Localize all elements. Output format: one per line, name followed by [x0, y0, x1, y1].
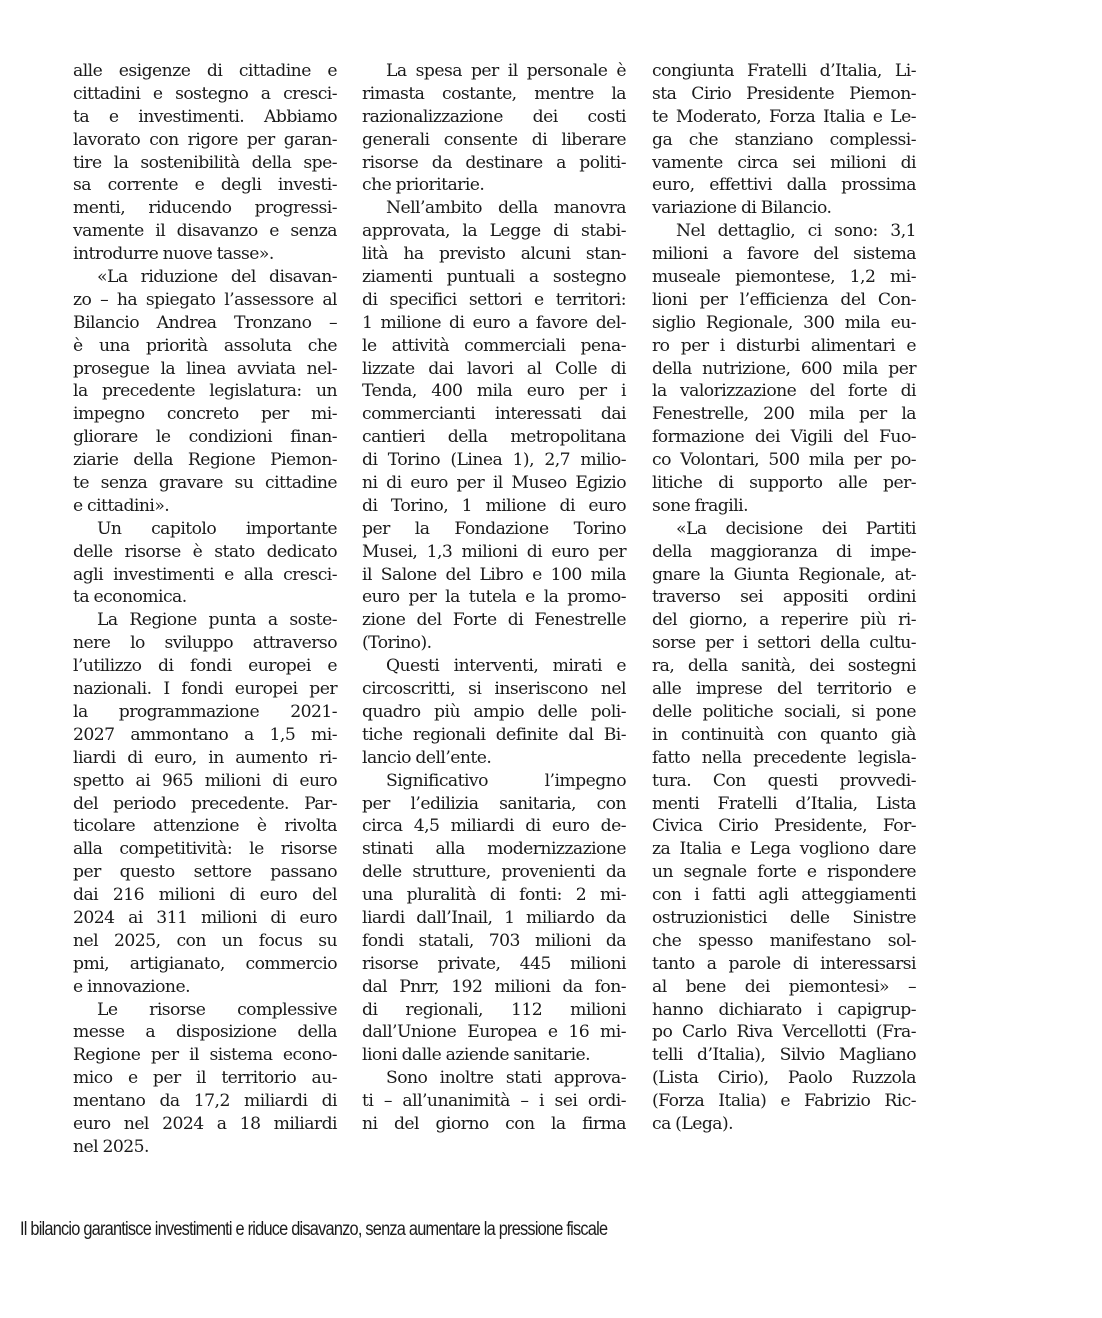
- text-line: lavorato con rigore per garan-: [73, 129, 337, 150]
- text-line: euro, effettivi dalla prossima: [652, 175, 916, 196]
- text-line: per l’edilizia sanitaria, con: [362, 793, 626, 814]
- text-line: fatto nella precedente legisla-: [652, 747, 916, 768]
- text-line: ra, della sanità, dei sostegni: [652, 656, 916, 677]
- text-line: l’utilizzo di fondi europei e: [73, 656, 337, 677]
- text-line: museale piemontese, 1,2 mi-: [652, 267, 916, 288]
- text-line: di regionali, 112 milioni: [362, 999, 626, 1020]
- text-line: delle politiche sociali, si pone: [652, 701, 916, 722]
- text-line: cantieri della metropolitana: [362, 427, 626, 448]
- text-line: nel 2025.: [73, 1136, 149, 1157]
- text-line: La spesa per il personale è: [386, 61, 626, 81]
- text-line: risorse private, 445 milioni: [362, 953, 626, 974]
- text-line: ta economica.: [73, 587, 187, 608]
- text-line: di specifici settori e territori:: [362, 289, 626, 310]
- text-line: di Torino (Linea 1), 2,7 milio-: [362, 450, 626, 471]
- text-line: in continuità con quanto già: [652, 724, 916, 745]
- text-line: la programmazione 2021-: [73, 701, 337, 722]
- text-line: impegno concreto per mi-: [73, 404, 337, 425]
- text-line: il Salone del Libro e 100 mila: [362, 564, 626, 585]
- text-line: milioni a favore del sistema: [652, 244, 916, 265]
- text-line: te Moderato, Forza Italia e Le-: [652, 106, 916, 127]
- text-line: spetto ai 965 milioni di euro: [73, 770, 337, 791]
- text-line: al bene dei piemontesi» –: [652, 976, 916, 997]
- text-line: razionalizzazione dei costi: [362, 106, 626, 127]
- text-line: nazionali. I fondi europei per: [73, 679, 337, 700]
- text-line: Un capitolo importante: [97, 518, 337, 539]
- paragraph: [362, 197, 626, 655]
- text-line: zione del Forte di Fenestrelle: [362, 610, 626, 631]
- paragraph: [652, 518, 916, 1136]
- text-line: pmi, artigianato, commercio: [73, 953, 337, 974]
- text-line: euro nel 2024 a 18 miliardi: [73, 1113, 337, 1134]
- text-line: formazione dei Vigili del Fuo-: [652, 427, 916, 448]
- text-line: menti Fratelli d’Italia, Lista: [652, 793, 916, 814]
- text-line: te senza gravare su cittadine: [73, 473, 337, 494]
- text-line: po Carlo Riva Vercellotti (Fra-: [652, 1022, 916, 1043]
- text-line: nel 2025, con un focus su: [73, 930, 337, 951]
- text-line: prosegue la linea avviata nel-: [73, 358, 337, 379]
- text-line: ni del giorno con la firma: [362, 1113, 626, 1134]
- text-line: telli d’Italia), Silvio Magliano: [652, 1045, 916, 1066]
- text-line: hanno dichiarato i capigrup-: [652, 999, 916, 1020]
- text-line: liardi di euro, in aumento ri-: [73, 747, 337, 768]
- text-line: tura. Con questi provvedi-: [652, 770, 916, 791]
- paragraph: [362, 1067, 626, 1136]
- text-line: (Lista Cirio), Paolo Ruzzola: [652, 1068, 916, 1089]
- paragraph: [652, 220, 916, 518]
- text-line: 1 milione di euro a favore del-: [362, 312, 626, 333]
- text-line: è una priorità assoluta che: [73, 335, 337, 356]
- text-line: ostruzionistici delle Sinistre: [652, 907, 916, 928]
- paragraph: [73, 60, 337, 266]
- text-line: 2024 ai 311 milioni di euro: [73, 907, 337, 928]
- text-line: che prioritarie.: [362, 175, 485, 196]
- text-line: tiche regionali definite dal Bi-: [362, 724, 626, 745]
- text-line: liardi dall’Inail, 1 miliardo da: [362, 907, 626, 928]
- text-line: mentano da 17,2 miliardi di: [73, 1091, 337, 1112]
- text-line: Nell’ambito della manovra: [386, 198, 626, 219]
- text-line: alla competitività: le risorse: [73, 839, 337, 860]
- paragraph: [362, 770, 626, 1068]
- text-line: agli investimenti e alla cresci-: [73, 564, 337, 585]
- text-line: «La riduzione del disavan-: [97, 267, 337, 288]
- text-line: menti, riducendo progressi-: [73, 198, 337, 219]
- text-line: e cittadini».: [73, 495, 170, 516]
- text-line: ca (Lega).: [652, 1113, 734, 1134]
- text-line: stinati alla modernizzazione: [362, 839, 626, 860]
- text-line: ticolare attenzione è rivolta: [73, 816, 337, 837]
- text-line: ta e investimenti. Abbiamo: [73, 106, 337, 127]
- text-line: Bilancio Andrea Tronzano –: [73, 312, 337, 333]
- text-line: Sono inoltre stati approva-: [386, 1068, 626, 1089]
- text-line: circoscritti, si inseriscono nel: [362, 679, 626, 700]
- text-line: per la Fondazione Torino: [362, 518, 626, 539]
- text-line: circa 4,5 miliardi di euro de-: [362, 816, 626, 837]
- text-line: Fenestrelle, 200 mila per la: [652, 404, 916, 425]
- text-line: del giorno, a reperire più ri-: [652, 610, 916, 631]
- text-line: un segnale forte e rispondere: [652, 862, 916, 883]
- text-line: di Torino, 1 milione di euro: [362, 495, 626, 516]
- text-line: dai 216 milioni di euro del: [73, 885, 337, 906]
- text-line: introdurre nuove tasse».: [73, 244, 274, 265]
- paragraph: [73, 609, 337, 998]
- text-line: cittadini e sostegno a cresci-: [73, 83, 337, 104]
- text-line: Regione per il sistema econo-: [73, 1045, 337, 1066]
- paragraph: [73, 266, 337, 518]
- text-line: della nutrizione, 600 mila per: [652, 358, 916, 379]
- text-line: che spesso manifestano sol-: [652, 930, 916, 951]
- text-line: gnare la Giunta Regionale, at-: [652, 564, 916, 585]
- text-line: rimasta costante, mentre la: [362, 83, 626, 104]
- text-line: Questi interventi, mirati e: [386, 656, 626, 677]
- text-line: Musei, 1,3 milioni di euro per: [362, 541, 626, 562]
- text-line: della maggioranza di impe-: [652, 541, 916, 562]
- text-line: messe a disposizione della: [73, 1022, 337, 1043]
- text-line: vamente il disavanzo e senza: [73, 221, 337, 242]
- article-caption: Il bilancio garantisce investimenti e riduce disavanzo, senza aumentare la pressione fiscale: [20, 1219, 608, 1240]
- text-line: dal Pnrr, 192 milioni da fon-: [362, 976, 626, 997]
- article-column-2: [362, 60, 626, 1136]
- text-line: gliorare le condizioni finan-: [73, 427, 337, 448]
- text-line: una pluralità di fonti: 2 mi-: [362, 885, 626, 906]
- text-line: Civica Cirio Presidente, For-: [652, 816, 916, 837]
- text-line: euro per la tutela e la promo-: [362, 587, 626, 608]
- text-line: sone fragili.: [652, 495, 749, 516]
- text-line: risorse da destinare a politi-: [362, 152, 626, 173]
- text-line: sorse per i settori della cultu-: [652, 633, 916, 654]
- text-line: 2027 ammontano a 1,5 mi-: [73, 724, 337, 745]
- paragraph: [652, 60, 916, 220]
- text-line: sa corrente e degli investi-: [73, 175, 337, 196]
- text-line: (Forza Italia) e Fabrizio Ric-: [652, 1091, 916, 1112]
- text-line: per questo settore passano: [73, 862, 337, 883]
- text-line: e innovazione.: [73, 976, 190, 997]
- text-line: (Torino).: [362, 633, 432, 654]
- text-line: la valorizzazione del forte di: [652, 381, 916, 402]
- text-line: traverso sei appositi ordini: [652, 587, 916, 608]
- text-line: congiunta Fratelli d’Italia, Li-: [652, 61, 916, 81]
- text-line: del periodo precedente. Par-: [73, 793, 337, 814]
- text-line: variazione di Bilancio.: [652, 198, 832, 219]
- text-line: lancio dell’ente.: [362, 747, 492, 768]
- text-line: Tenda, 400 mila euro per i: [362, 381, 626, 402]
- text-line: approvata, la Legge di stabi-: [362, 221, 626, 242]
- text-line: co Volontari, 500 mila per po-: [652, 450, 916, 471]
- text-line: delle strutture, provenienti da: [362, 862, 626, 883]
- text-line: vamente circa sei milioni di: [652, 152, 916, 173]
- text-line: lità ha previsto alcuni stan-: [362, 244, 626, 265]
- text-line: delle risorse è stato dedicato: [73, 541, 337, 562]
- text-line: quadro più ampio delle poli-: [362, 701, 626, 722]
- text-line: ro per i disturbi alimentari e: [652, 335, 916, 356]
- paragraph: [73, 999, 337, 1159]
- text-line: ziamenti puntuali a sostegno: [362, 267, 626, 288]
- text-line: siglio Regionale, 300 mila eu-: [652, 312, 916, 333]
- text-line: generali consente di liberare: [362, 129, 626, 150]
- text-line: Significativo l’impegno: [386, 770, 626, 791]
- text-line: Le risorse complessive: [97, 999, 337, 1020]
- text-line: «La decisione dei Partiti: [676, 518, 916, 539]
- text-line: lioni dalle aziende sanitarie.: [362, 1045, 591, 1066]
- paragraph: [362, 60, 626, 197]
- text-line: tire la sostenibilità della spe-: [73, 152, 337, 173]
- text-line: dall’Unione Europea e 16 mi-: [362, 1022, 626, 1043]
- text-line: ti – all’unanimità – i sei ordi-: [362, 1091, 626, 1112]
- text-line: lizzate dai lavori al Colle di: [362, 358, 626, 379]
- text-line: la precedente legislatura: un: [73, 381, 337, 402]
- text-line: mico e per il territorio au-: [73, 1068, 337, 1089]
- text-line: sta Cirio Presidente Piemon-: [652, 83, 916, 104]
- paragraph: [362, 655, 626, 769]
- text-line: alle imprese del territorio e: [652, 679, 916, 700]
- text-line: La Regione punta a soste-: [97, 610, 337, 631]
- text-line: ni di euro per il Museo Egizio: [362, 473, 626, 494]
- text-line: nere lo sviluppo attraverso: [73, 633, 337, 654]
- text-line: za Italia e Lega vogliono dare: [652, 839, 916, 860]
- paragraph: [73, 518, 337, 610]
- text-line: litiche di supporto alle per-: [652, 473, 916, 494]
- text-line: fondi statali, 703 milioni da: [362, 930, 626, 951]
- text-line: alle esigenze di cittadine e: [73, 61, 337, 81]
- text-line: ziarie della Regione Piemon-: [73, 450, 337, 471]
- article-column-3: [652, 60, 916, 1136]
- text-line: le attività commerciali pena-: [362, 335, 626, 356]
- article-column-1: [73, 60, 337, 1159]
- text-line: Nel dettaglio, ci sono: 3,1: [676, 221, 916, 242]
- text-line: ga che stanziano complessi-: [652, 129, 916, 150]
- text-line: tanto a parole di interessarsi: [652, 953, 916, 974]
- text-line: zo – ha spiegato l’assessore al: [73, 289, 337, 310]
- text-line: con i fatti agli atteggiamenti: [652, 885, 916, 906]
- text-line: lioni per l’efficienza del Con-: [652, 289, 916, 310]
- text-line: commercianti interessati dai: [362, 404, 626, 425]
